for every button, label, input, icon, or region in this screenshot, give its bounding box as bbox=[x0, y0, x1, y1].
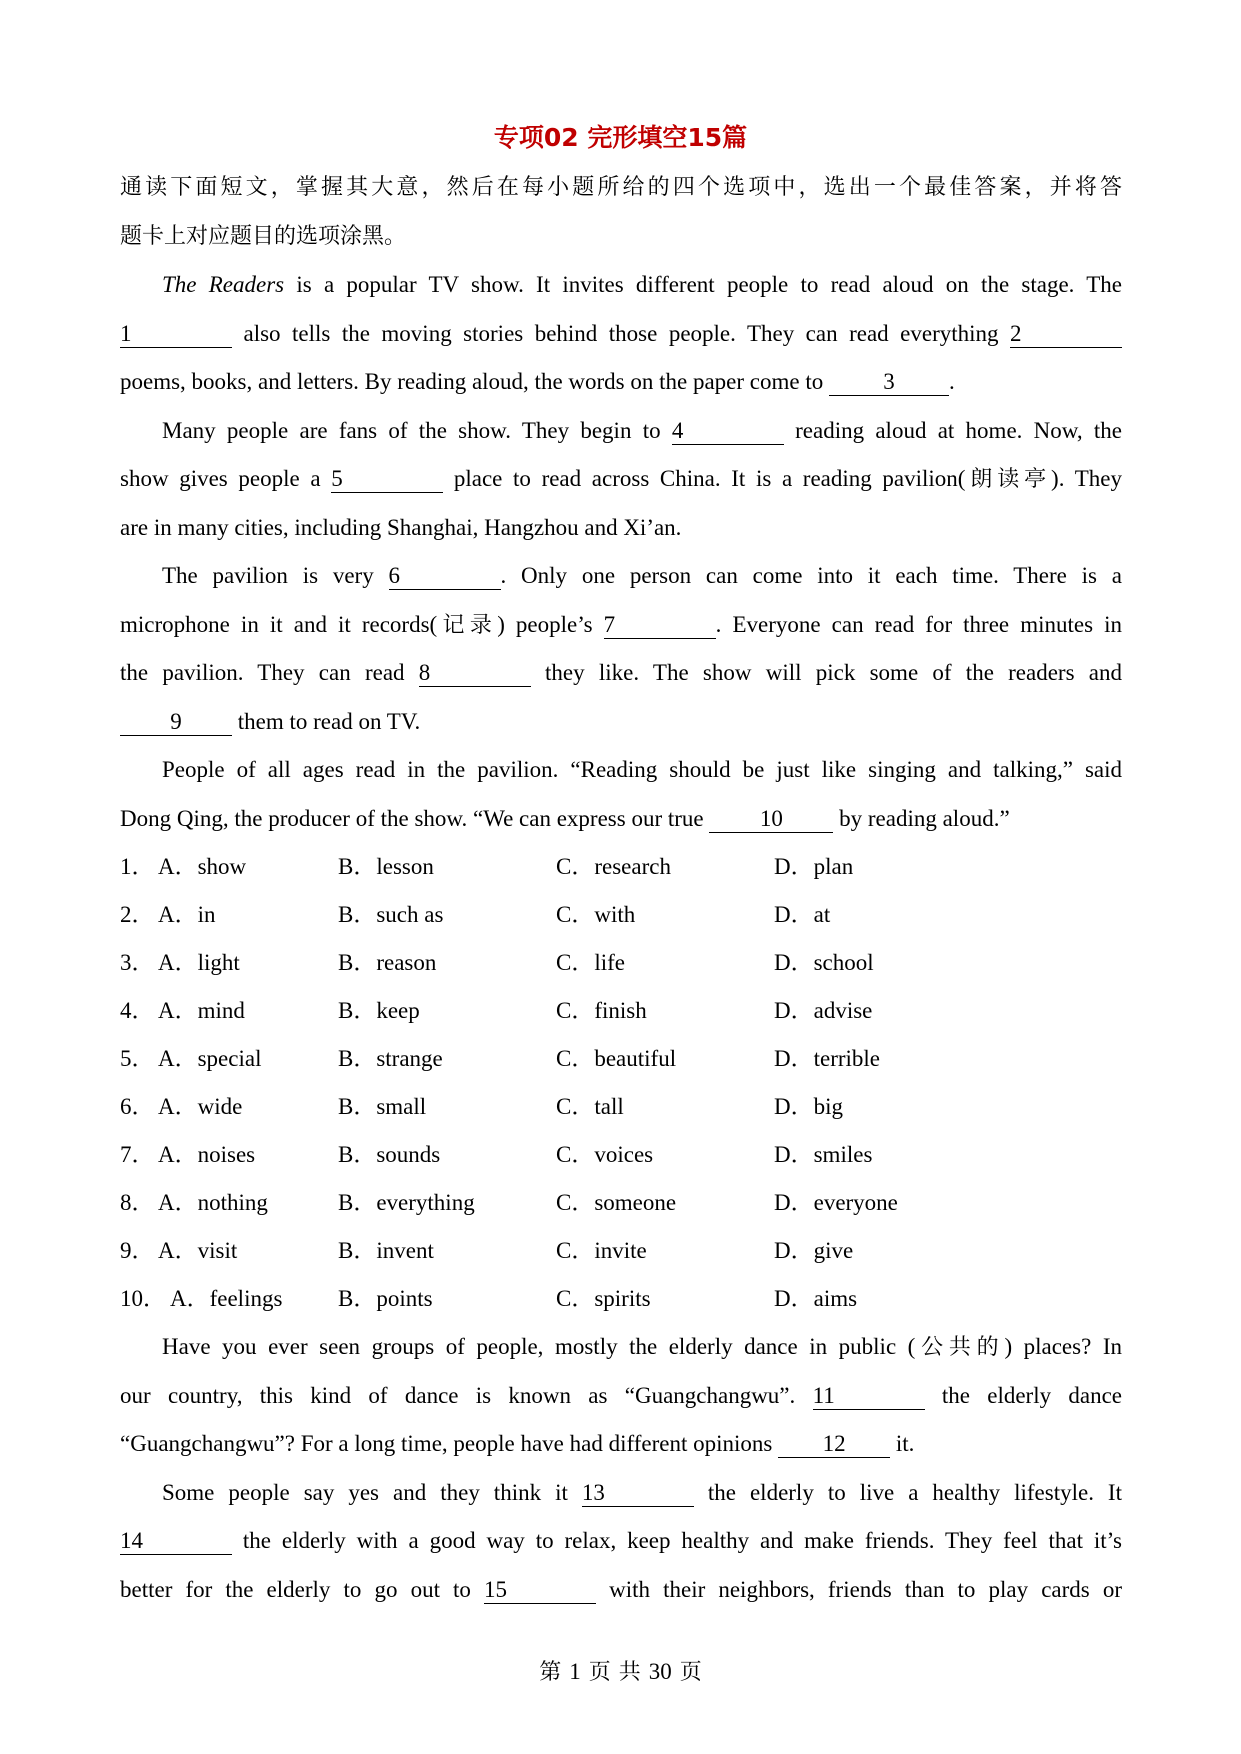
passage1-line-6: are in many cities, including Shanghai, Hangzhou and Xi’an. bbox=[120, 514, 682, 540]
document-body bbox=[120, 164, 1122, 1614]
passage1-line-8: microphone in it and it records(记录) people’s 7 . Everyone can read for three minutes in bbox=[120, 611, 1122, 638]
blank-7: 7 bbox=[604, 612, 716, 639]
passage1-line-10: 9 them to read on TV. bbox=[120, 698, 1122, 747]
passage2-line-5: 14 the elderly with a good way to relax, keep healthy and make friends. They feel that it’s bbox=[120, 1528, 1122, 1553]
question-row: 8． A．nothing B．everything C．someone D．everyone bbox=[120, 1190, 898, 1215]
question-row: 1． A．show B．lesson C．research D．plan bbox=[120, 854, 854, 879]
passage2-line-1: Have you ever seen groups of people, mostly the elderly dance in public (公共的) places? In bbox=[162, 1334, 1122, 1360]
question-row: 4． A．mind B．keep C．finish D．advise bbox=[120, 998, 873, 1023]
blank-12: 12 bbox=[778, 1431, 890, 1458]
passage2-line-6: better for the elderly to go out to 15 with their neighbors, friends than to play cards or bbox=[120, 1576, 1122, 1602]
passage1-line-4: Many people are fans of the show. They begin to 4 reading aloud at home. Now, the bbox=[162, 417, 1122, 443]
blank-15: 15 bbox=[484, 1577, 596, 1604]
passage1-line-9: the pavilion. They can read 8 they like. The show will pick some of the readers and bbox=[120, 660, 1122, 685]
page-title: 专项02 完形填空15篇 bbox=[493, 123, 748, 152]
blank-13: 13 bbox=[582, 1480, 694, 1507]
passage1-line-2: 1 also tells the moving stories behind those people. They can read everything 2 bbox=[120, 310, 1122, 359]
blank-6: 6 bbox=[389, 563, 501, 590]
passage2-line-3: “Guangchangwu”? For a long time, people have had different opinions 12 it. bbox=[120, 1431, 915, 1456]
question-row: 2． A．in B．such as C．with D．at bbox=[120, 902, 831, 927]
question-row: 6． A．wide B．small C．tall D．big bbox=[120, 1094, 843, 1119]
blank-1: 1 bbox=[120, 321, 232, 348]
passage1-line-3: poems, books, and letters. By reading aloud, the words on the paper come to 3 . bbox=[120, 369, 955, 394]
question-list bbox=[120, 843, 1122, 1323]
question-row: 7． A．noises B．sounds C．voices D．smiles bbox=[120, 1142, 873, 1167]
blank-11: 11 bbox=[813, 1383, 925, 1410]
page-number: 1 bbox=[569, 1659, 581, 1684]
passage1-line-11: People of all ages read in the pavilion. “Reading should be just like singing and talking,” said bbox=[162, 757, 1122, 782]
blank-8: 8 bbox=[419, 660, 531, 687]
question-row: 10． A．feelings B．points C．spirits D．aims bbox=[120, 1286, 858, 1311]
blank-9: 9 bbox=[120, 709, 232, 736]
passage2-line-2: our country, this kind of dance is known as “Guangchangwu”. 11 the elderly dance bbox=[120, 1382, 1122, 1408]
page-total: 30 bbox=[648, 1659, 672, 1684]
passage2-line-4: Some people say yes and they think it 13 the elderly to live a healthy lifestyle. It bbox=[162, 1479, 1122, 1505]
passage1-line-5: show gives people a 5 place to read across China. It is a reading pavilion(朗读亭). They bbox=[120, 466, 1122, 492]
question-row: 5． A．special B．strange C．beautiful D．terrible bbox=[120, 1046, 881, 1071]
passage1-line-12: Dong Qing, the producer of the show. “We can express our true 10 by reading aloud.” bbox=[120, 805, 1010, 831]
blank-3: 3 bbox=[829, 369, 949, 396]
blank-5: 5 bbox=[331, 466, 443, 493]
blank-4: 4 bbox=[672, 418, 784, 445]
passage1-line-1: The Readers is a popular TV show. It invites different people to read aloud on the stage. The bbox=[162, 272, 1122, 297]
question-row: 3． A．light B．reason C．life D．school bbox=[120, 950, 874, 975]
question-row: 9． A．visit B．invent C．invite D．give bbox=[120, 1238, 854, 1263]
instruction-line-2: 题卡上对应题目的选项涂黑。 bbox=[120, 223, 407, 249]
blank-10: 10 bbox=[709, 806, 833, 833]
passage1-line-7: The pavilion is very 6 . Only one person can come into it each time. There is a bbox=[162, 563, 1122, 588]
instruction-line-1: 通读下面短文，掌握其大意，然后在每小题所给的四个选项中，选出一个最佳答案，并将答 bbox=[120, 175, 1122, 200]
blank-14: 14 bbox=[120, 1528, 232, 1555]
blank-2: 2 bbox=[1010, 321, 1122, 348]
page-footer: 第 1 页 共 30 页 bbox=[539, 1659, 702, 1685]
